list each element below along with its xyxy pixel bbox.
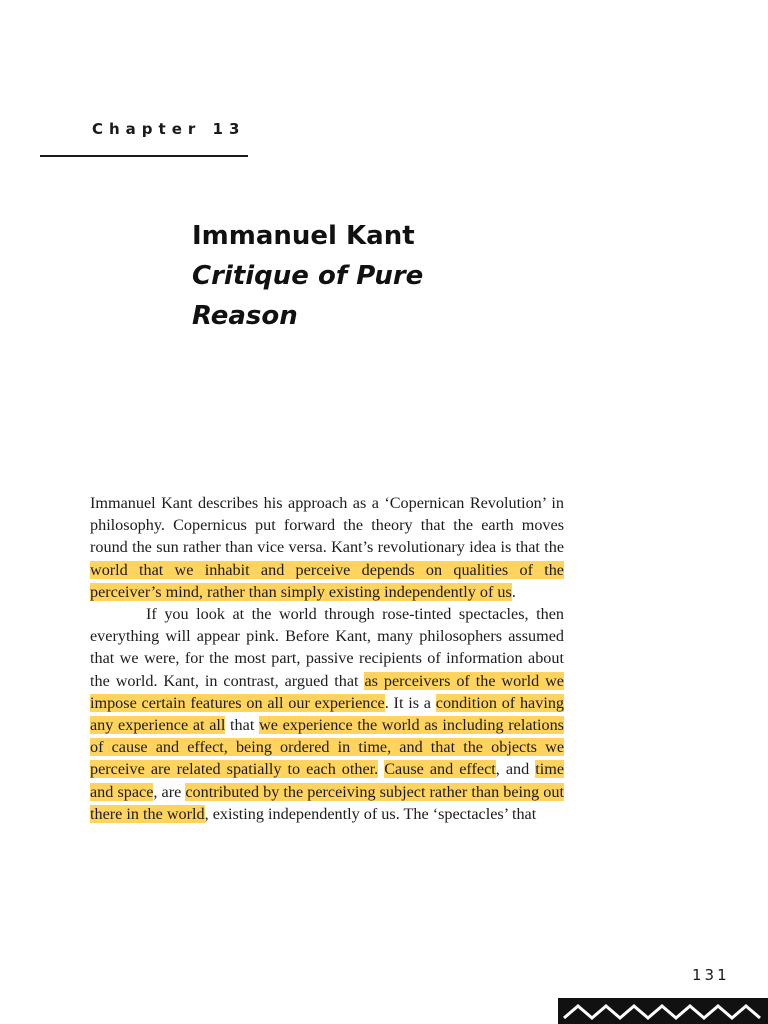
highlighted-text[interactable]: contributed by the perceiving subject rather than being out there in the world bbox=[90, 782, 564, 823]
text-segment: . It is a bbox=[384, 693, 436, 712]
highlighted-text[interactable]: Cause and effect bbox=[384, 760, 496, 779]
text-segment: . bbox=[511, 582, 516, 601]
paragraph-1 bbox=[90, 492, 564, 603]
body-text bbox=[90, 492, 564, 825]
highlighted-text[interactable]: condition of having any experience at all bbox=[90, 693, 565, 735]
text-segment: , and bbox=[495, 760, 536, 779]
zigzag-decoration bbox=[558, 998, 768, 1024]
highlighted-text[interactable]: we experience the world as including relations of cause and effect, being ordered in time, and that the objects we perceive are related spatially to each other. bbox=[90, 716, 564, 779]
text-segment: , existing independently of us. The ‘spectacles’ that bbox=[204, 804, 537, 823]
text-segment: that bbox=[225, 716, 260, 735]
highlighted-text[interactable]: world that we inhabit and perceive depends on qualities of the perceiver’s mind, rather than simply existing independently of us bbox=[90, 560, 564, 601]
paragraph-2 bbox=[90, 603, 564, 825]
text-segment: If you look at the world through rose-tinted spectacles, then everything will appear pink. Before Kant, many philosophers assumed that we were, for the most part, passive recipients of information about the world. Kant, in contrast, argued that bbox=[90, 605, 564, 690]
text-segment: , are bbox=[153, 782, 186, 801]
title-block bbox=[192, 216, 423, 336]
title-work-line-1: Critique of Pure bbox=[192, 261, 424, 291]
page-number: 131 bbox=[692, 966, 730, 984]
chapter-label: Chapter 13 bbox=[92, 120, 246, 138]
title-work-line-2: Reason bbox=[192, 301, 298, 331]
chapter-rule bbox=[40, 155, 248, 157]
highlighted-text[interactable]: time and space bbox=[90, 760, 565, 801]
title-author: Immanuel Kant bbox=[192, 221, 415, 251]
text-segment: Immanuel Kant describes his approach as a ‘Copernican Revolution’ in philosophy. Copernicus put forward the theory that the earth moves round the sun rather than vice versa. Kant’s revolutionary idea is that the bbox=[90, 494, 564, 557]
highlighted-text[interactable]: as perceivers of the world we impose certain features on all our experience bbox=[90, 671, 564, 712]
